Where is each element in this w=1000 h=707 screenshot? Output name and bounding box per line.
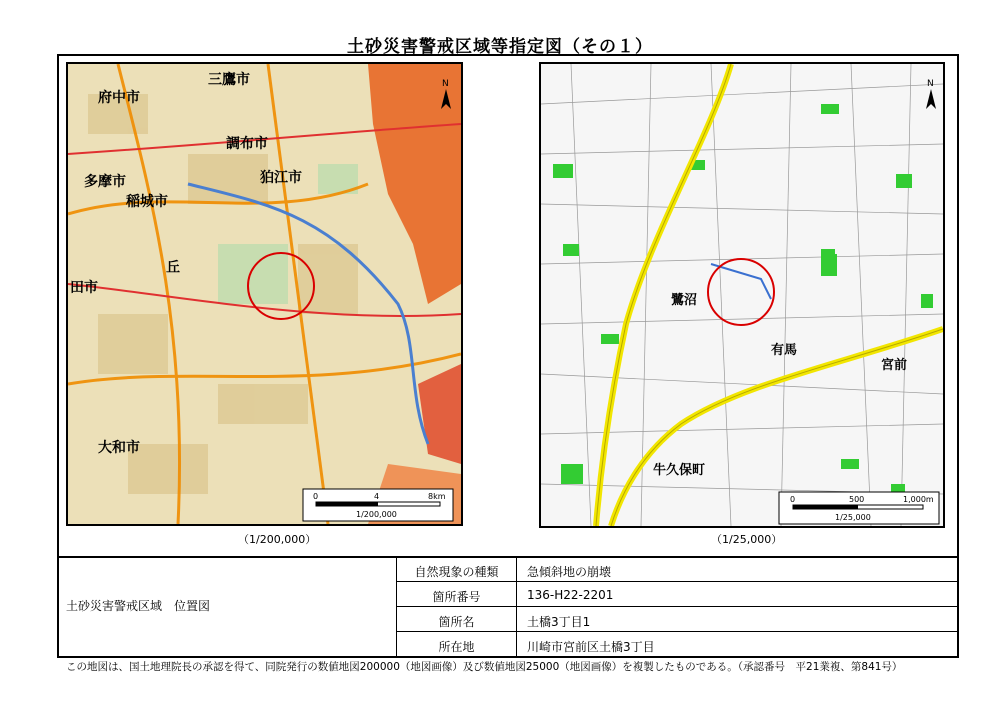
place-label: 狛江市 xyxy=(260,170,302,186)
scale-tick: 4 xyxy=(374,492,380,501)
scale-ratio: 1/200,000 xyxy=(356,510,397,519)
copyright-footer: この地図は、国土地理院長の承認を得て、同院発行の数値地図200000（地図画像）及び数値地図25000（地図画像）を複製したものである。（承認番号 平21業複、第841号） xyxy=(66,661,903,673)
info-row-value: 136-H22-2201 xyxy=(527,588,614,602)
place-label: 宮前 xyxy=(881,358,908,373)
info-row-label: 箇所名 xyxy=(438,615,475,629)
info-divider xyxy=(57,556,959,558)
place-label: 田市 xyxy=(70,280,98,296)
place-label: 調布市 xyxy=(226,136,268,152)
north-arrow-label: N xyxy=(927,79,934,89)
overview-map-scale-caption: （1/200,000） xyxy=(238,533,317,546)
info-row-label: 箇所番号 xyxy=(432,590,481,604)
place-label: 多摩市 xyxy=(84,174,126,190)
place-label: 稲城市 xyxy=(126,194,168,210)
scale-tick: 0 xyxy=(790,495,796,504)
detail-map-scale-caption: （1/25,000） xyxy=(711,533,783,546)
place-label: 丘 xyxy=(166,260,180,276)
page-title: 土砂災害警戒区域等指定図（その１） xyxy=(347,37,653,57)
info-row-label: 自然現象の種類 xyxy=(414,565,499,579)
north-arrow-label: N xyxy=(442,79,449,89)
location-map-label: 土砂災害警戒区域 位置図 xyxy=(66,599,211,613)
scale-tick: 1,000m xyxy=(903,495,934,504)
place-label: 鷺沼 xyxy=(671,293,698,308)
place-label: 府中市 xyxy=(98,90,140,106)
scale-tick: 0 xyxy=(313,492,319,501)
info-row-label: 所在地 xyxy=(438,640,475,654)
place-label: 牛久保町 xyxy=(653,463,706,478)
scale-tick: 8km xyxy=(428,492,446,501)
table-divider xyxy=(516,556,517,658)
place-label: 有馬 xyxy=(771,343,798,358)
info-row-value: 川崎市宮前区土橋3丁目 xyxy=(527,640,655,654)
place-label: 三鷹市 xyxy=(208,72,250,88)
table-divider xyxy=(396,631,959,632)
info-row-value: 土橋3丁目1 xyxy=(527,615,591,629)
place-label: 大和市 xyxy=(98,440,140,456)
info-row-value: 急傾斜地の崩壊 xyxy=(527,565,612,579)
scale-ratio: 1/25,000 xyxy=(835,513,871,522)
table-divider xyxy=(396,606,959,607)
scale-tick: 500 xyxy=(849,495,865,504)
overview-map[interactable] xyxy=(66,62,463,526)
table-divider xyxy=(396,581,959,582)
detail-map[interactable] xyxy=(539,62,945,528)
